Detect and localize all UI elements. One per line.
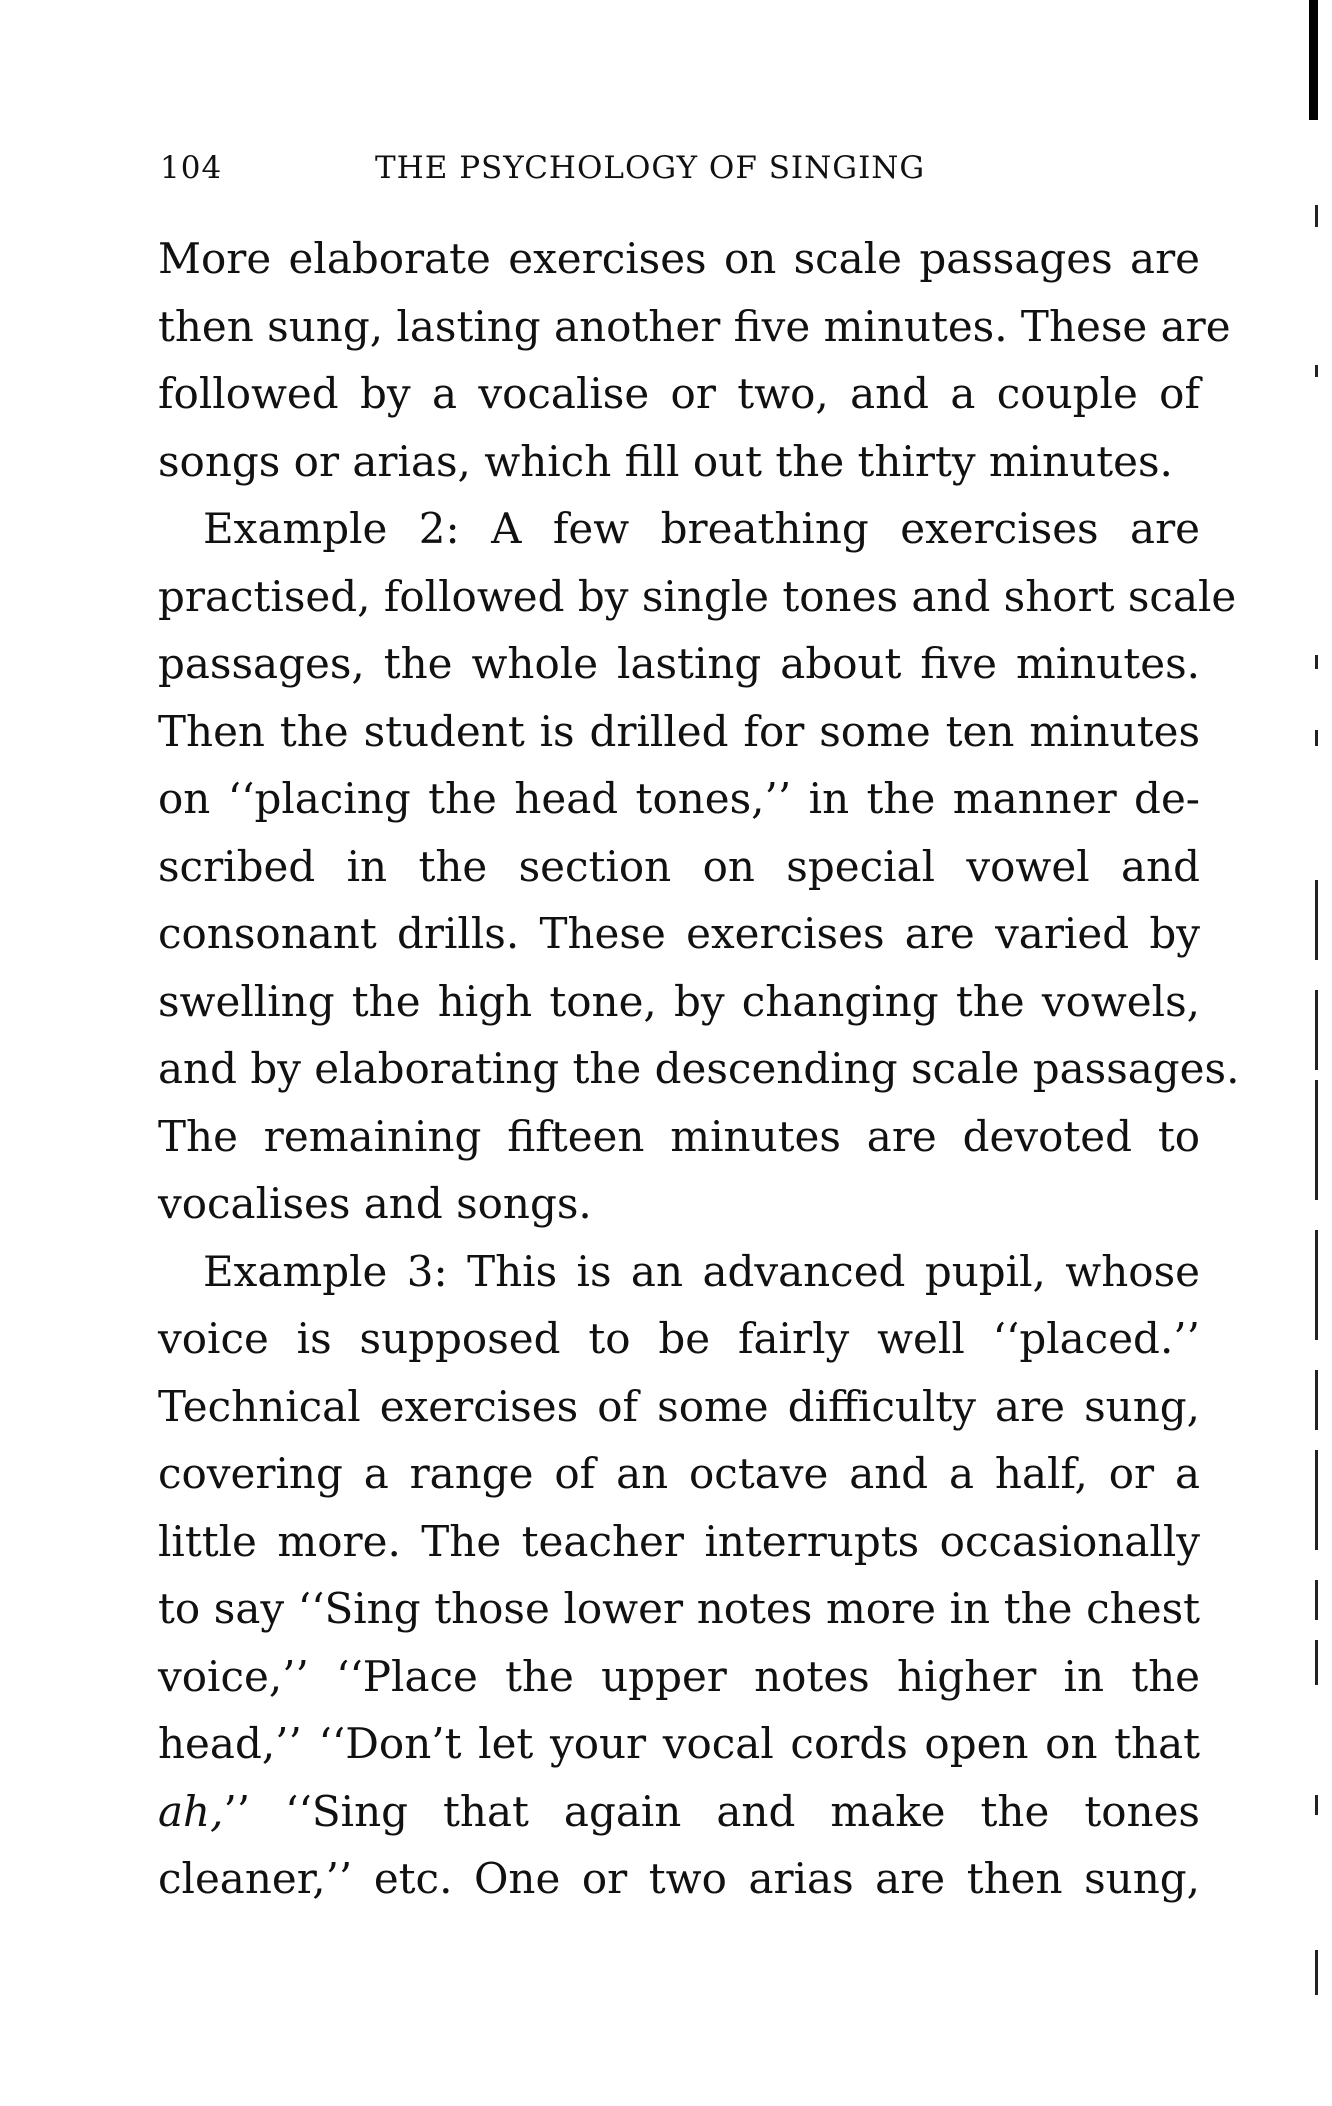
scan-margin-artifacts [1292, 0, 1332, 2106]
running-header [160, 150, 990, 190]
running-title: THE PSYCHOLOGY OF SINGING [375, 150, 926, 186]
text-line: followed by a vocalise or two, and a couple of [158, 369, 1200, 418]
text-line: and by elaborating the descending scale passages. [158, 1044, 1240, 1093]
scan-edge-mark [1315, 365, 1318, 377]
text-line: swelling the high tone, by changing the vowels, [158, 976, 1200, 1026]
text-line: consonant drills. These exercises are varied by [158, 909, 1200, 958]
scan-edge-mark [1315, 1370, 1318, 1430]
text-line: Example 2: A few breathing exercises are [203, 504, 1200, 553]
scan-edge-mark [1315, 1640, 1318, 1685]
scan-edge-mark [1315, 655, 1318, 669]
scan-edge-mark [1315, 1450, 1318, 1550]
text-line: to say ‘‘Sing those lower notes more in the chest [158, 1584, 1200, 1633]
text-line: scribed in the section on special vowel and [158, 841, 1200, 891]
body-text [158, 225, 1240, 1913]
scan-edge-mark [1315, 1230, 1318, 1340]
text-line: Technical exercises of some difficulty are sung, [158, 1381, 1200, 1431]
text-line: Example 3: This is an advanced pupil, whose [203, 1246, 1200, 1296]
text-line [158, 1778, 1200, 1846]
scan-edge-mark [1315, 1795, 1318, 1815]
scan-edge-mark [1315, 1950, 1318, 1995]
text-line: songs or arias, which fill out the thirty minutes. [158, 436, 1173, 486]
page-number: 104 [160, 150, 223, 186]
text-line: passages, the whole lasting about five minutes. [158, 639, 1200, 688]
scan-edge-mark [1315, 880, 1318, 960]
scan-edge-mark [1315, 205, 1318, 227]
text-line: on ‘‘placing the head tones,’’ in the manner de- [158, 774, 1200, 823]
text-line: covering a range of an octave and a half, or a [158, 1449, 1200, 1498]
text-line: vocalises and songs. [158, 1179, 592, 1228]
text-line: More elaborate exercises on scale passages are [158, 234, 1200, 283]
text-line: little more. The teacher interrupts occasionally [158, 1516, 1200, 1566]
scan-edge-mark [1315, 730, 1318, 746]
text-line: then sung, lasting another five minutes. These are [158, 301, 1231, 351]
text-line: practised, followed by single tones and short scale [158, 571, 1237, 621]
italic-word: ah, [158, 1786, 224, 1836]
text-line: Then the student is drilled for some ten minutes [158, 706, 1200, 756]
text-line-rest: ’’ ‘‘Sing that again and make the tones [223, 1786, 1200, 1836]
scan-edge-mark [1315, 1080, 1318, 1200]
text-line: voice,’’ ‘‘Place the upper notes higher in the [158, 1651, 1200, 1701]
text-line: voice is supposed to be fairly well ‘‘placed.’’ [158, 1314, 1200, 1363]
text-line: head,’’ ‘‘Don’t let your vocal cords open on that [158, 1719, 1200, 1768]
text-line: cleaner,’’ etc. One or two arias are then sung, [158, 1854, 1200, 1903]
text-line: The remaining fifteen minutes are devoted to [158, 1111, 1200, 1161]
scan-edge-mark [1309, 0, 1318, 120]
scan-edge-mark [1315, 1580, 1318, 1620]
scan-edge-mark [1315, 990, 1318, 1070]
